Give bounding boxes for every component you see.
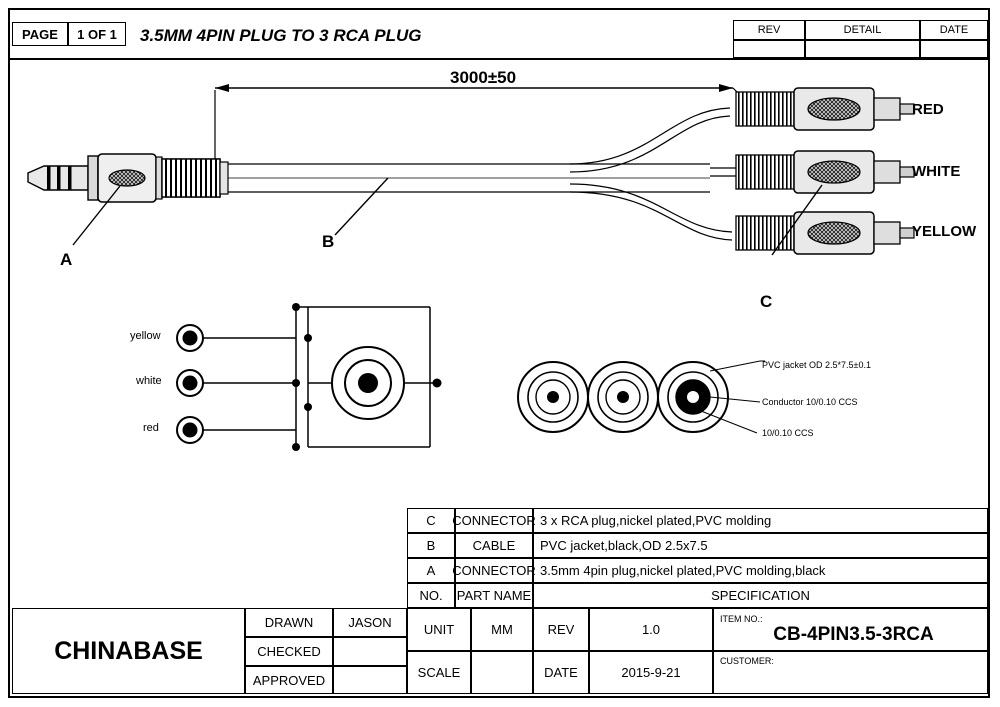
parts-row-a-part: CONNECTOR bbox=[455, 558, 533, 583]
rev-cell-rev bbox=[733, 40, 805, 58]
schematic-label-red: red bbox=[143, 422, 159, 434]
scale-label-box: SCALE bbox=[407, 651, 471, 694]
scale-value-box bbox=[471, 651, 533, 694]
parts-row-b-no: B bbox=[407, 533, 455, 558]
cable-assembly-illustration bbox=[10, 60, 990, 290]
rca-label-yellow: YELLOW bbox=[912, 223, 977, 240]
callout-a: A bbox=[60, 250, 73, 269]
date-value-box: 2015-9-21 bbox=[589, 651, 713, 694]
note-pvc-jacket: PVC jacket OD 2.5*7.5±0.1 bbox=[762, 360, 871, 370]
rev-header-detail: DETAIL bbox=[805, 20, 920, 40]
company-name: CHINABASE bbox=[54, 636, 203, 665]
rev-cell-detail bbox=[805, 40, 920, 58]
customer-box bbox=[713, 651, 988, 694]
checked-label-box: CHECKED bbox=[245, 637, 333, 666]
customer-label: CUSTOMER: bbox=[720, 656, 774, 666]
parts-row-b-part: CABLE bbox=[455, 533, 533, 558]
rev-label-box: REV bbox=[533, 608, 589, 651]
callout-b: B bbox=[322, 232, 335, 251]
drawn-value-box: JASON bbox=[333, 608, 407, 637]
parts-row-a-spec: 3.5mm 4pin plug,nickel plated,PVC molding,black bbox=[533, 558, 988, 583]
length-dimension-label: 3000±50 bbox=[450, 68, 517, 87]
approved-label-box: APPROVED bbox=[245, 666, 333, 694]
rev-header-rev: REV bbox=[733, 20, 805, 40]
parts-row-c-no: C bbox=[407, 508, 455, 533]
page-label-box bbox=[12, 22, 68, 46]
company-name-box bbox=[12, 608, 245, 694]
date-label-box: DATE bbox=[533, 651, 589, 694]
page-value-box bbox=[68, 22, 126, 46]
drawing-title: 3.5MM 4PIN PLUG TO 3 RCA PLUG bbox=[140, 26, 422, 45]
drawn-label-box: DRAWN bbox=[245, 608, 333, 637]
unit-label-box: UNIT bbox=[407, 608, 471, 651]
parts-header-no: NO. bbox=[407, 583, 455, 608]
note-conductor: Conductor 10/0.10 CCS bbox=[762, 397, 858, 407]
item-no-label: ITEM NO.: bbox=[720, 613, 763, 624]
note-strands: 10/0.10 CCS bbox=[762, 428, 814, 438]
page-label: PAGE bbox=[22, 26, 58, 42]
parts-row-c-part: CONNECTOR bbox=[455, 508, 533, 533]
approved-value-box bbox=[333, 666, 407, 694]
wiring-schematic bbox=[110, 295, 460, 470]
schematic-label-yellow: yellow bbox=[130, 330, 161, 342]
page-value: 1 OF 1 bbox=[77, 26, 117, 42]
parts-header-part: PART NAME bbox=[455, 583, 533, 608]
parts-row-c-spec: 3 x RCA plug,nickel plated,PVC molding bbox=[533, 508, 988, 533]
schematic-label-white: white bbox=[136, 375, 162, 387]
checked-value-box bbox=[333, 637, 407, 666]
item-no-value: CB-4PIN3.5-3RCA bbox=[773, 623, 934, 645]
rca-label-red: RED bbox=[912, 101, 944, 118]
item-no-box bbox=[713, 608, 988, 651]
rev-header-date: DATE bbox=[920, 20, 988, 40]
rca-label-white: WHITE bbox=[912, 163, 961, 180]
parts-header-spec: SPECIFICATION bbox=[533, 583, 988, 608]
parts-row-b-spec: PVC jacket,black,OD 2.5x7.5 bbox=[533, 533, 988, 558]
rev-value-box: 1.0 bbox=[589, 608, 713, 651]
parts-row-a-no: A bbox=[407, 558, 455, 583]
rev-cell-date bbox=[920, 40, 988, 58]
unit-value-box: MM bbox=[471, 608, 533, 651]
callout-c: C bbox=[760, 292, 773, 311]
